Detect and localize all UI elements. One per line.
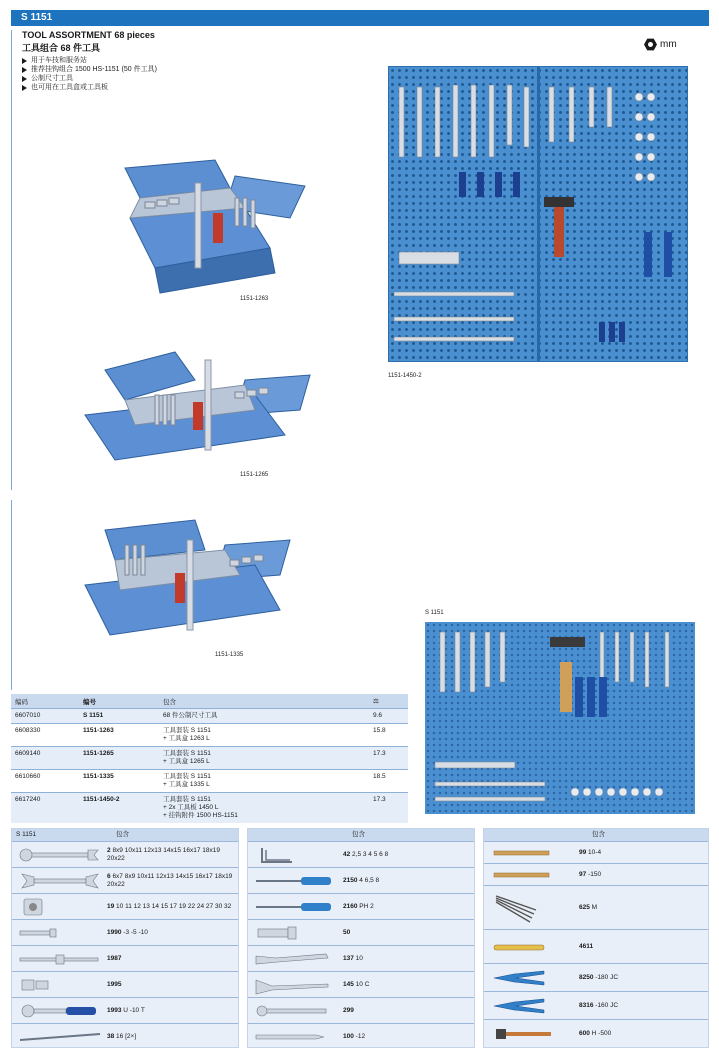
punch-icon xyxy=(484,842,579,863)
feature-item: 公制尺寸工具 xyxy=(22,74,322,83)
side-rule xyxy=(11,30,12,490)
hex-key-icon xyxy=(248,842,343,867)
table-row: 6609140 1151-1265 工具套装 S 1151 + 工具盒 1265 L 17.3 xyxy=(11,746,408,769)
metric-badge xyxy=(644,38,677,51)
triangle-bullet-icon xyxy=(22,67,27,73)
table-row: 6617240 1151-1450-2 工具套装 S 1151 + 2x 工具板 1450 L + 挂钩附件 1500 HS-1151 17.3 xyxy=(11,792,408,823)
chisel-icon xyxy=(248,1024,343,1049)
feature-item: 也可用在工具盒或工具板 xyxy=(22,83,322,92)
page-header-bar xyxy=(11,10,709,26)
sliding-t-bar-icon xyxy=(12,946,107,971)
triangle-bullet-icon xyxy=(22,58,27,64)
component-row: 1987 xyxy=(12,945,238,971)
component-row: 1990 -3 -5 -10 xyxy=(12,919,238,945)
screwdriver-flat-icon xyxy=(248,868,343,893)
component-row: 38 16 [2×] xyxy=(12,1023,238,1049)
side-cutter-icon xyxy=(484,992,579,1019)
component-row: 99 10-4 xyxy=(484,841,708,863)
component-row: 299 xyxy=(248,997,474,1023)
product-code: S 1151 xyxy=(21,12,53,23)
component-row: 8250 -180 JC xyxy=(484,963,708,991)
triangle-bullet-icon xyxy=(22,76,27,82)
voltage-tester-icon xyxy=(484,930,579,963)
screwdriver-phillips-icon xyxy=(248,894,343,919)
extension-bar-icon xyxy=(12,920,107,945)
component-row: 2150 4 6,5 8 xyxy=(248,867,474,893)
spark-plug-socket-icon xyxy=(248,920,343,945)
locking-pliers-icon xyxy=(248,946,343,971)
toolbox-1263-image xyxy=(95,158,310,298)
table-row: 6608330 1151-1263 工具套装 S 1151 + 工具盒 1263 L 15.8 xyxy=(11,723,408,746)
component-row: 4611 xyxy=(484,929,708,963)
title-english: TOOL ASSORTMENT 68 pieces xyxy=(22,30,155,40)
component-row: 8316 -160 JC xyxy=(484,991,708,1019)
triangle-bullet-icon xyxy=(22,85,27,91)
spanner-icon xyxy=(248,998,343,1023)
components-panel-2 xyxy=(247,828,475,1048)
toolbox-1265-caption: 1151-1265 xyxy=(240,472,269,478)
title-block xyxy=(22,30,322,92)
order-table-body xyxy=(11,708,408,823)
feature-item: 推荐挂钩组合 1500 HS-1151 (50 件工具) xyxy=(22,65,322,74)
component-row: 600 H -500 xyxy=(484,1019,708,1047)
lever-bar-icon xyxy=(12,1024,107,1049)
component-row: 19 10 11 12 13 14 15 17 19 22 24 27 30 32 xyxy=(12,893,238,919)
hammer-icon xyxy=(484,1020,579,1047)
toolbox-1335-caption: 1151-1335 xyxy=(215,652,244,658)
weight-icon: ⚖ xyxy=(373,698,379,705)
components-panel-3 xyxy=(483,828,709,1048)
components-panel-1 xyxy=(11,828,239,1048)
component-row: 1993 U -10 T xyxy=(12,997,238,1023)
order-table xyxy=(11,694,408,823)
feeler-gauge-icon xyxy=(484,886,579,929)
toolbox-1335-image xyxy=(65,515,295,655)
component-row: 97 -150 xyxy=(484,863,708,885)
tray-image xyxy=(425,622,695,814)
panel-header: S 1151 包含 xyxy=(12,829,238,841)
socket-icon xyxy=(12,894,107,919)
side-rule xyxy=(11,500,12,690)
open-end-wrench-icon xyxy=(12,868,107,893)
water-pump-pliers-icon xyxy=(248,972,343,997)
component-row: 42 2,5 3 4 5 6 8 xyxy=(248,841,474,867)
panel-header: 包含 xyxy=(484,829,708,841)
component-row: 625 M xyxy=(484,885,708,929)
combination-pliers-icon xyxy=(484,964,579,991)
component-row: 145 10 C xyxy=(248,971,474,997)
toolbox-1265-image xyxy=(75,340,315,475)
pegboard-image xyxy=(388,66,688,362)
component-row: 137 10 xyxy=(248,945,474,971)
component-row: 50 xyxy=(248,919,474,945)
component-row: 100 -12 xyxy=(248,1023,474,1049)
feature-list xyxy=(22,56,322,92)
component-row: 2 8x9 10x11 12x13 14x15 16x17 18x19 20x22 xyxy=(12,841,238,867)
table-row: 6610660 1151-1335 工具套装 S 1151 + 工具盒 1335 L 18.5 xyxy=(11,769,408,792)
table-row: 6607010 S 1151 68 件公制尺寸工具 9.6 xyxy=(11,708,408,723)
feature-item: 用于车技和服务站 xyxy=(22,56,322,65)
center-punch-icon xyxy=(484,864,579,885)
hex-socket-icon xyxy=(644,38,657,51)
order-table-header: 编码 编号 包含 ⚖ xyxy=(11,694,408,708)
panel-header: 包含 xyxy=(248,829,474,841)
pegboard-tools xyxy=(389,67,689,363)
component-row: 1995 xyxy=(12,971,238,997)
pegboard-caption: 1151-1450-2 xyxy=(388,373,422,379)
toolbox-1263-caption: 1151-1263 xyxy=(240,296,269,302)
component-row: 6 6x7 8x9 10x11 12x13 14x15 16x17 18x19 20x22 xyxy=(12,867,238,893)
universal-joint-icon xyxy=(12,972,107,997)
unit-label: mm xyxy=(660,39,677,50)
combination-wrench-icon xyxy=(12,842,107,867)
ratchet-icon xyxy=(12,998,107,1023)
component-row: 2160 PH 2 xyxy=(248,893,474,919)
tray-tools xyxy=(425,622,695,814)
title-chinese: 工具组合 68 件工具 xyxy=(22,43,101,53)
tray-caption: S 1151 xyxy=(425,610,444,616)
